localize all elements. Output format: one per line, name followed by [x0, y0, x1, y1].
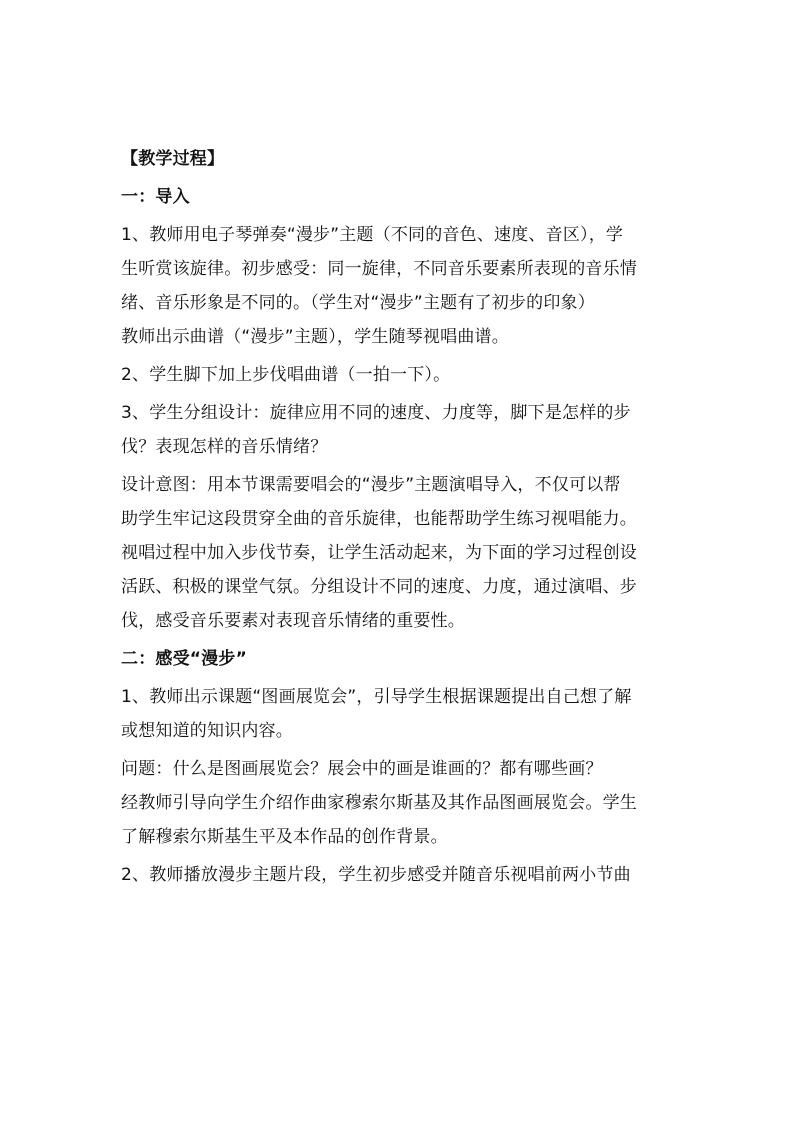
paragraph-line: 教师出示曲谱（“漫步”主题），学生随琴视唱曲谱。 — [121, 327, 509, 347]
paragraph-line: 2、学生脚下加上步伐唱曲谱（一拍一下）。 — [121, 365, 451, 385]
paragraph-line: 或想知道的知识内容。 — [121, 721, 293, 741]
question-line: 问题：什么是图画展览会？展会中的画是谁画的？都有哪些画？ — [121, 759, 603, 779]
paragraph-line: 了解穆索尔斯基生平及本作品的创作背景。 — [121, 827, 448, 847]
design-intent-line: 设计意图：用本节课需要唱会的“漫步”主题演唱导入，不仅可以帮 — [121, 475, 621, 495]
document-page — [121, 142, 681, 892]
design-intent-line: 助学生牢记这段贯穿全曲的音乐旋律，也能帮助学生练习视唱能力。 — [121, 509, 637, 529]
design-intent-line: 活跃、积极的课堂气氛。分组设计不同的速度、力度，通过演唱、步 — [121, 577, 637, 597]
part2-heading: 二：感受“漫步” — [121, 649, 247, 669]
section-title: 【教学过程】 — [121, 149, 225, 169]
design-intent-line: 视唱过程中加入步伐节奏，让学生活动起来，为下面的学习过程创设 — [121, 543, 637, 563]
paragraph-line: 经教师引导向学生介绍作曲家穆索尔斯基及其作品图画展览会。学生 — [121, 793, 637, 813]
paragraph-line: 生听赏该旋律。初步感受：同一旋律，不同音乐要素所表现的音乐情 — [121, 259, 637, 279]
paragraph-line: 2、教师播放漫步主题片段，学生初步感受并随音乐视唱前两小节曲 — [121, 865, 631, 885]
paragraph-line: 伐？表现怎样的音乐情绪？ — [121, 437, 328, 457]
part1-heading: 一：导入 — [121, 187, 190, 207]
paragraph-line: 绪、音乐形象是不同的。（学生对“漫步”主题有了初步的印象） — [121, 293, 595, 313]
paragraph-line: 1、教师用电子琴弹奏“漫步”主题（不同的音色、速度、音区），学 — [121, 225, 624, 245]
design-intent-line: 伐，感受音乐要素对表现音乐情绪的重要性。 — [121, 611, 465, 631]
paragraph-line: 3、学生分组设计：旋律应用不同的速度、力度等，脚下是怎样的步 — [121, 403, 631, 423]
paragraph-line: 1、教师出示课题“图画展览会”，引导学生根据课题提出自己想了解 — [121, 687, 632, 707]
